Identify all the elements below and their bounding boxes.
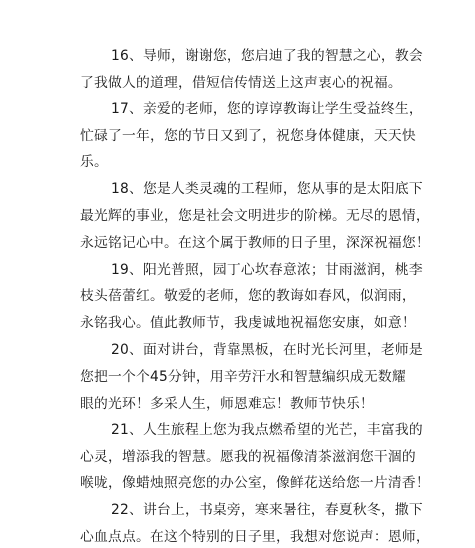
text-line: 21、人生旅程上您为我点燃希望的光芒，丰富我的 — [111, 422, 423, 438]
text-line: 最光辉的事业，您是社会文明进步的阶梯。无尽的恩情， — [80, 208, 430, 224]
text-line: 乐。 — [80, 154, 108, 170]
text-line: 您把一个个45分钟，用辛劳汗水和智慧编织成无数耀 — [80, 369, 406, 385]
text-line: 永远铭记心中。在这个属于教师的日子里，深深祝福您！ — [80, 235, 430, 251]
text-line: 眼的光环！多采人生，师恩难忘！教师节快乐！ — [80, 396, 374, 412]
text-line: 心血点点。在这个特别的日子里，我想对您说声：恩师， — [80, 529, 430, 545]
text-line: 枝头蓓蕾红。敬爱的老师，您的教诲如春风，似润雨， — [80, 288, 416, 304]
text-line: 19、阳光普照，园丁心坎春意浓；甘雨滋润，桃李 — [111, 262, 423, 278]
text-line: 17、亲爱的老师，您的谆谆教诲让学生受益终生， — [111, 101, 423, 117]
text-line: 喉咙，像蜡烛照亮您的办公室，像鲜花送给您一片清香！ — [80, 475, 430, 491]
text-line: 了我做人的道理，借短信传情送上这声衷心的祝福。 — [80, 75, 402, 91]
text-line: 永铭我心。值此教师节，我虔诚地祝福您安康，如意！ — [80, 315, 416, 331]
text-line: 18、您是人类灵魂的工程师，您从事的是太阳底下 — [111, 181, 423, 197]
text-line: 20、面对讲台，背靠黑板，在时光长河里，老师是 — [111, 342, 423, 358]
text-line: 16、导师，谢谢您，您启迪了我的智慧之心，教会 — [111, 48, 423, 64]
text-line: 22、讲台上，书桌旁，寒来暑往，春夏秋冬，撒下 — [111, 502, 423, 518]
text-line: 心灵，增添我的智慧。愿我的祝福像清茶滋润您干涸的 — [80, 449, 416, 465]
text-line: 忙碌了一年，您的节日又到了，祝您身体健康，天天快 — [80, 128, 416, 144]
